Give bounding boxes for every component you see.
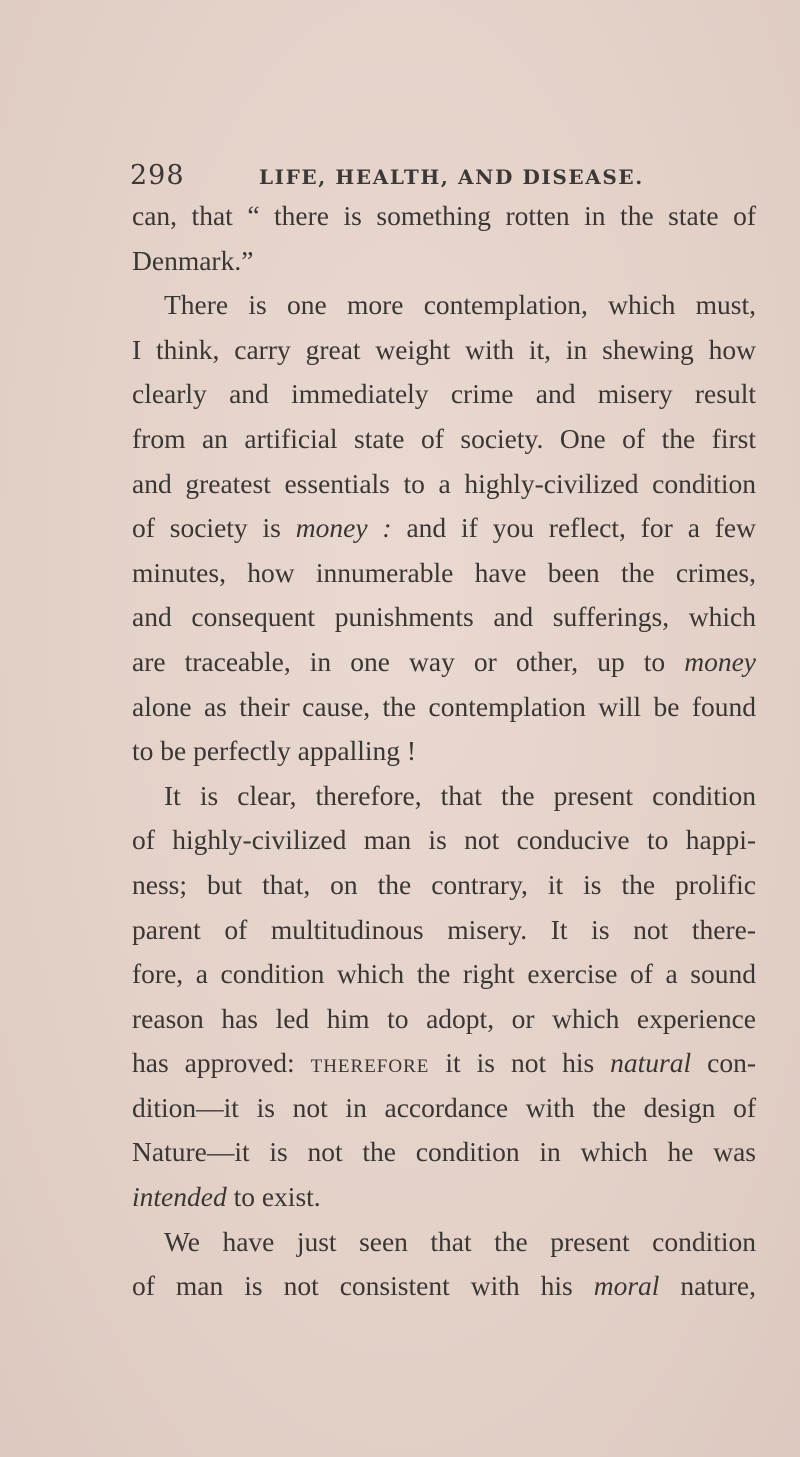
text-line <box>132 1041 756 1086</box>
text-line: fore, a condition which the right exercise of a sound <box>132 958 756 990</box>
italic-run: money <box>684 645 756 677</box>
text-line: reason has led him to adopt, or which experience <box>132 1002 756 1034</box>
italic-run: moral <box>593 1270 660 1302</box>
text-run: con- <box>691 1047 756 1079</box>
text-line: We have just seen that the present condition <box>164 1225 756 1257</box>
text-line: parent of multitudinous misery. It is not there- <box>132 913 756 945</box>
text-run: it is not his <box>429 1047 611 1079</box>
text-line: Denmark.” <box>132 244 254 276</box>
text-run: and if you reflect, for a few <box>391 512 757 544</box>
text-run: has approved: <box>132 1047 311 1079</box>
text-line: to be perfectly appalling ! <box>132 735 417 767</box>
text-line: of highly-civilized man is not conducive to happi- <box>132 824 756 856</box>
text-line: from an artificial state of society. One of the first <box>132 422 756 454</box>
italic-run: intended <box>132 1181 227 1213</box>
text-line: can, that “ there is something rotten in the state of <box>132 200 756 231</box>
text-run: nature, <box>659 1270 756 1302</box>
body-text <box>132 194 756 1309</box>
text-line <box>132 506 756 551</box>
text-line: ness; but that, on the contrary, it is the prolific <box>132 868 756 900</box>
text-run: of man is not consistent with his <box>132 1270 594 1302</box>
text-line: Nature—it is not the condition in which he was <box>132 1136 756 1168</box>
text-line: I think, carry great weight with it, in shewing how <box>132 333 756 365</box>
text-run: are traceable, in one way or other, up to <box>132 645 685 677</box>
text-line: minutes, how innumerable have been the crimes, <box>132 556 756 588</box>
text-run: of society is <box>132 512 296 544</box>
text-line <box>132 640 756 685</box>
running-head: LIFE, HEALTH, AND DISEASE. <box>259 165 644 189</box>
text-line: and consequent punishments and sufferings, which <box>132 601 756 633</box>
small-caps-run: therefore <box>310 1047 430 1079</box>
text-line <box>132 1264 756 1309</box>
italic-run: natural <box>610 1047 692 1079</box>
text-line: clearly and immediately crime and misery result <box>132 378 756 410</box>
text-line <box>132 1175 756 1220</box>
text-line: dition—it is not in accordance with the design of <box>132 1091 756 1123</box>
text-line: and greatest essentials to a highly-civilized condition <box>132 467 756 499</box>
text-run: to exist. <box>226 1181 321 1213</box>
text-line: alone as their cause, the contemplation will be found <box>132 690 756 722</box>
text-line: There is one more contemplation, which must, <box>164 289 756 321</box>
page-number: 298 <box>130 160 185 191</box>
text-line: It is clear, therefore, that the present condition <box>164 779 756 811</box>
italic-run: money : <box>295 512 392 544</box>
